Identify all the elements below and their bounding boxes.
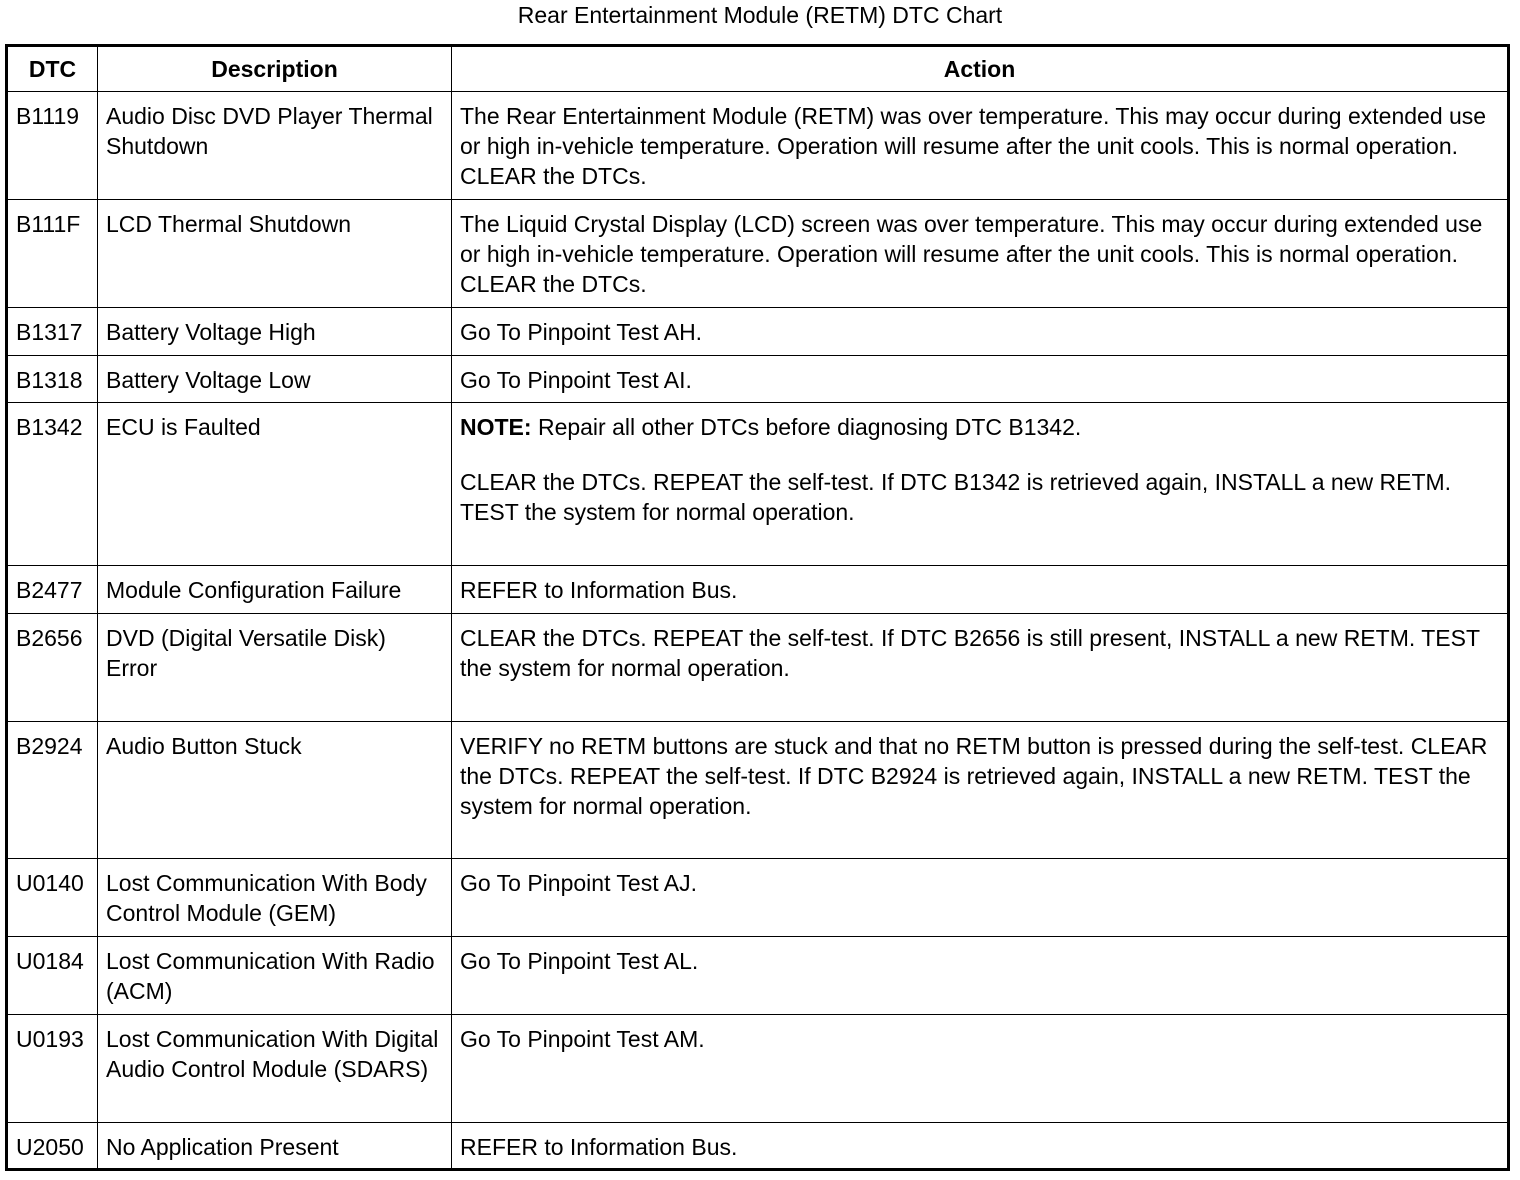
dtc-action: REFER to Information Bus.: [452, 1123, 1509, 1170]
table-row: [7, 92, 1509, 200]
dtc-description: LCD Thermal Shutdown: [98, 200, 452, 308]
table-header-row: [7, 46, 1509, 92]
dtc-code: B1318: [7, 356, 98, 403]
dtc-code: U0184: [7, 937, 98, 1015]
page-title: Rear Entertainment Module (RETM) DTC Chart: [517, 2, 1003, 28]
dtc-code: B1342: [7, 403, 98, 566]
table-row: [7, 1123, 1509, 1170]
dtc-action: VERIFY no RETM buttons are stuck and that no RETM button is pressed during the self-test. CLEAR the DTCs. REPEAT the self-test. If DTC B2924 is retrieved again, INSTALL a new RETM. TEST the system for normal operation.: [452, 722, 1509, 859]
table-row: [7, 722, 1509, 859]
dtc-code: B2477: [7, 566, 98, 614]
dtc-description: Battery Voltage High: [98, 308, 452, 356]
dtc-action: The Liquid Crystal Display (LCD) screen was over temperature. This may occur during extended use or high in-vehicle temperature. Operation will resume after the unit cools. This is normal operation. CLEAR the DTCs.: [452, 200, 1509, 308]
dtc-action: CLEAR the DTCs. REPEAT the self-test. If DTC B2656 is still present, INSTALL a new RETM. TEST the system for normal operation.: [452, 614, 1509, 722]
table-row: [7, 937, 1509, 1015]
dtc-description: Lost Communication With Radio (ACM): [98, 937, 452, 1015]
dtc-action-text: CLEAR the DTCs. REPEAT the self-test. If DTC B1342 is retrieved again, INSTALL a new RETM. TEST the system for normal operation.: [460, 469, 1452, 525]
dtc-code: U0140: [7, 859, 98, 937]
dtc-action: REFER to Information Bus.: [452, 566, 1509, 614]
dtc-description: Audio Button Stuck: [98, 722, 452, 859]
table-row: [7, 859, 1509, 937]
dtc-description: Lost Communication With Digital Audio Control Module (SDARS): [98, 1015, 452, 1123]
dtc-action: Go To Pinpoint Test AM.: [452, 1015, 1509, 1123]
dtc-description: Audio Disc DVD Player Thermal Shutdown: [98, 92, 452, 200]
table-row: [7, 356, 1509, 403]
table-row: [7, 308, 1509, 356]
note-label: NOTE:: [460, 414, 532, 440]
dtc-description: Module Configuration Failure: [98, 566, 452, 614]
dtc-code: U2050: [7, 1123, 98, 1170]
dtc-action: Go To Pinpoint Test AH.: [452, 308, 1509, 356]
dtc-description: DVD (Digital Versatile Disk) Error: [98, 614, 452, 722]
dtc-action: Go To Pinpoint Test AL.: [452, 937, 1509, 1015]
dtc-action: Go To Pinpoint Test AI.: [452, 356, 1509, 403]
dtc-table: [5, 44, 1510, 1171]
header-action: Action: [452, 46, 1509, 92]
dtc-action: [452, 403, 1509, 566]
table-row: [7, 1015, 1509, 1123]
table-row: [7, 566, 1509, 614]
dtc-description: ECU is Faulted: [98, 403, 452, 566]
header-dtc: DTC: [7, 46, 98, 92]
dtc-action: Go To Pinpoint Test AJ.: [452, 859, 1509, 937]
dtc-description: Lost Communication With Body Control Module (GEM): [98, 859, 452, 937]
dtc-action: The Rear Entertainment Module (RETM) was over temperature. This may occur during extended use or high in-vehicle temperature. Operation will resume after the unit cools. This is normal operation. CLEAR the DTCs.: [452, 92, 1509, 200]
note-text: Repair all other DTCs before diagnosing DTC B1342.: [531, 414, 1082, 440]
dtc-description: No Application Present: [98, 1123, 452, 1170]
dtc-code: B1119: [7, 92, 98, 200]
header-description: Description: [98, 46, 452, 92]
dtc-code: U0193: [7, 1015, 98, 1123]
dtc-description: Battery Voltage Low: [98, 356, 452, 403]
table-row: [7, 614, 1509, 722]
dtc-code: B111F: [7, 200, 98, 308]
dtc-code: B2924: [7, 722, 98, 859]
table-row: [7, 403, 1509, 566]
dtc-code: B1317: [7, 308, 98, 356]
table-row: [7, 200, 1509, 308]
dtc-code: B2656: [7, 614, 98, 722]
